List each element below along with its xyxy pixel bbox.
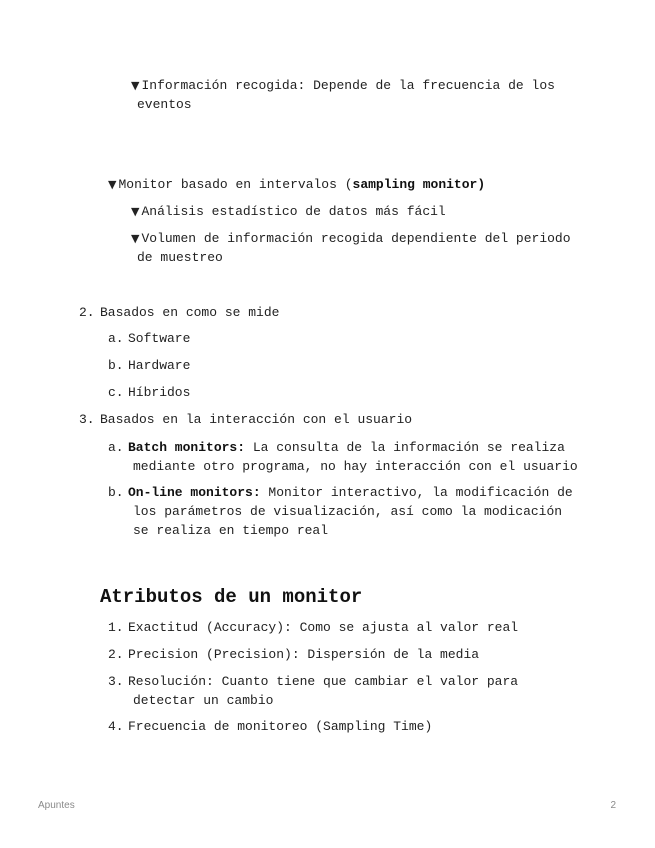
sub-item-letter: b. bbox=[108, 485, 124, 500]
volume-text-continued: de muestreo bbox=[137, 250, 223, 265]
list-item: Basados en la interacción con el usuario bbox=[100, 412, 413, 427]
analysis-text: Análisis estadístico de datos más fácil bbox=[141, 204, 446, 219]
sub-item: Hardware bbox=[128, 358, 191, 373]
list-item-number: 4. bbox=[108, 719, 124, 734]
list-item-number: 2. bbox=[79, 305, 95, 320]
online-text: Monitor interactivo, la modificación de bbox=[260, 485, 573, 500]
toggle-triangle-icon[interactable]: ▼ bbox=[131, 205, 140, 218]
sub-item-batch bbox=[128, 438, 565, 457]
batch-text-continued: mediante otro programa, no hay interacción con el usuario bbox=[133, 459, 578, 474]
list-item: Frecuencia de monitoreo (Sampling Time) bbox=[128, 719, 433, 734]
toggle-volume[interactable] bbox=[131, 229, 571, 248]
list-item-number: 3. bbox=[108, 674, 124, 689]
sampling-bold: sampling monitor) bbox=[352, 177, 486, 192]
sub-item: Software bbox=[128, 331, 191, 346]
batch-bold: Batch monitors: bbox=[128, 440, 246, 455]
toggle-info-collected[interactable] bbox=[131, 76, 555, 95]
batch-text: La consulta de la información se realiza bbox=[245, 440, 565, 455]
sub-item-letter: a. bbox=[108, 440, 124, 455]
section-heading: Atributos de un monitor bbox=[100, 586, 363, 608]
footer-title: Apuntes bbox=[38, 800, 75, 811]
info-label: Información recogida: bbox=[141, 78, 306, 93]
online-text-continued: los parámetros de visualización, así como la modicación bbox=[133, 504, 563, 519]
sampling-text: Monitor basado en intervalos ( bbox=[118, 177, 353, 192]
online-bold: On-line monitors: bbox=[128, 485, 261, 500]
volume-text: Volumen de información recogida dependiente del periodo bbox=[141, 231, 571, 246]
toggle-triangle-icon[interactable]: ▼ bbox=[108, 178, 117, 191]
list-item-continued: detectar un cambio bbox=[133, 693, 274, 708]
sub-item-letter: c. bbox=[108, 385, 124, 400]
toggle-triangle-icon[interactable]: ▼ bbox=[131, 79, 140, 92]
page-number: 2 bbox=[610, 800, 616, 811]
list-item-number: 2. bbox=[108, 647, 124, 662]
toggle-sampling-monitor[interactable] bbox=[108, 175, 485, 194]
info-text-continued: eventos bbox=[137, 97, 192, 112]
info-text: Depende de la frecuencia de los bbox=[305, 78, 555, 93]
sub-item-letter: a. bbox=[108, 331, 124, 346]
sub-item: Híbridos bbox=[128, 385, 191, 400]
sub-item-online bbox=[128, 483, 573, 502]
toggle-analysis[interactable] bbox=[131, 202, 446, 221]
list-item-number: 1. bbox=[108, 620, 124, 635]
list-item: Exactitud (Accuracy): Como se ajusta al valor real bbox=[128, 620, 519, 635]
toggle-triangle-icon[interactable]: ▼ bbox=[131, 232, 140, 245]
list-item: Basados en como se mide bbox=[100, 305, 280, 320]
online-text-continued: se realiza en tiempo real bbox=[133, 523, 329, 538]
list-item-number: 3. bbox=[79, 412, 95, 427]
list-item: Resolución: Cuanto tiene que cambiar el valor para bbox=[128, 674, 519, 689]
sub-item-letter: b. bbox=[108, 358, 124, 373]
list-item: Precision (Precision): Dispersión de la media bbox=[128, 647, 480, 662]
